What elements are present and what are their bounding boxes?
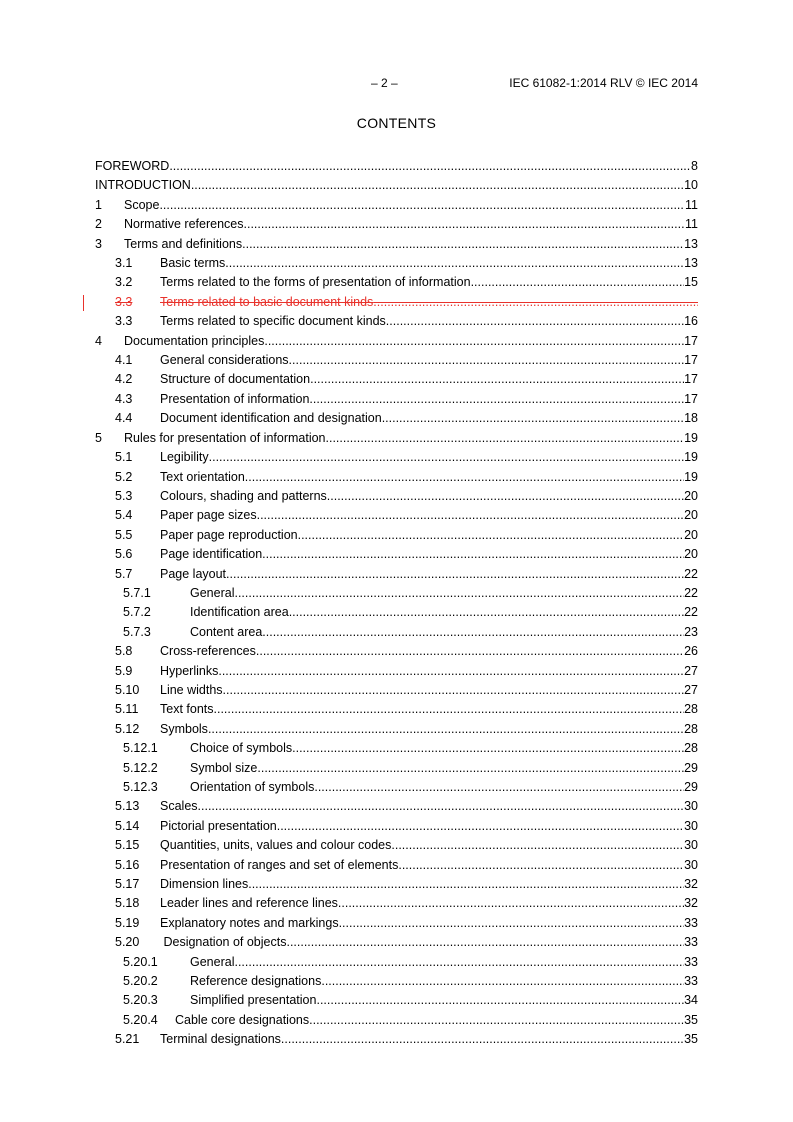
- toc-entry-number: 5.5: [115, 527, 133, 542]
- dot-leader: [309, 390, 684, 409]
- toc-entry[interactable]: [95, 739, 698, 758]
- toc-entry-page: 22: [684, 585, 698, 600]
- toc-entry-label: Line widths: [160, 682, 223, 697]
- toc-entry-page: 13: [684, 256, 698, 271]
- dot-leader: [242, 235, 684, 254]
- toc-entry-number: 3.3: [115, 294, 133, 309]
- toc-entry-number: 4.3: [115, 391, 133, 406]
- toc-entry-label: Page layout: [160, 566, 227, 581]
- dot-leader: [225, 254, 684, 273]
- toc-entry[interactable]: [95, 215, 698, 234]
- dot-leader: [262, 545, 684, 564]
- toc-entry-number: 5.20: [115, 935, 140, 950]
- toc-entry-page: 28: [684, 741, 698, 756]
- dot-leader: [245, 468, 684, 487]
- toc-entry-page: 30: [684, 799, 698, 814]
- toc-entry-label: Dimension lines: [160, 877, 249, 892]
- toc-entry[interactable]: [95, 875, 698, 894]
- toc-entry-label: Quantities, units, values and colour codes: [160, 838, 392, 853]
- toc-entry-label: Paper page reproduction: [160, 527, 298, 542]
- toc-entry-page: 17: [684, 353, 698, 368]
- toc-entry-page: 15: [684, 275, 698, 290]
- toc-entry[interactable]: [95, 351, 698, 370]
- dot-leader: [314, 778, 684, 797]
- toc-entry-label: Text fonts: [160, 702, 214, 717]
- revision-change-bar: [83, 295, 84, 311]
- dot-leader: [226, 565, 684, 584]
- toc-entry[interactable]: [95, 409, 698, 428]
- toc-entry-number: 5.20.4: [123, 1012, 158, 1027]
- toc-entry-page: 30: [684, 838, 698, 853]
- dot-leader: [198, 797, 685, 816]
- toc-entry-page: 35: [684, 1032, 698, 1047]
- toc-entry-label: Leader lines and reference lines: [160, 896, 338, 911]
- toc-entry[interactable]: [95, 157, 698, 176]
- page-title: CONTENTS: [356, 115, 437, 131]
- toc-entry-label: Terms and definitions: [124, 236, 243, 251]
- dot-leader: [398, 856, 684, 875]
- toc-entry-number: 5.7.3: [123, 624, 151, 639]
- toc-entry-label: Terminal designations: [160, 1032, 281, 1047]
- toc-entry-deleted[interactable]: [95, 293, 698, 312]
- toc-entry-label: Cross-references: [160, 644, 256, 659]
- document-reference: IEC 61082-1:2014 RLV © IEC 2014: [509, 76, 698, 90]
- toc-entry-label: INTRODUCTION: [95, 178, 191, 193]
- toc-entry-number: 4.2: [115, 372, 133, 387]
- dot-leader: [310, 370, 684, 389]
- toc-entry-label: Choice of symbols: [190, 741, 293, 756]
- toc-entry-page: 20: [684, 527, 698, 542]
- toc-entry-page: 32: [684, 877, 698, 892]
- toc-entry[interactable]: [95, 720, 698, 739]
- dot-leader: [326, 429, 685, 448]
- toc-entry-number: 5.7: [115, 566, 133, 581]
- toc-entry-page: 30: [684, 857, 698, 872]
- toc-entry-number: 5.20.2: [123, 974, 158, 989]
- toc-entry-number: 5.14: [115, 818, 140, 833]
- toc-entry-page: 27: [684, 663, 698, 678]
- toc-entry-label: Document identification and designation: [160, 411, 382, 426]
- toc-entry-page: 22: [684, 566, 698, 581]
- dot-leader: [471, 273, 685, 292]
- toc-entry[interactable]: [95, 506, 698, 525]
- toc-entry[interactable]: [95, 584, 698, 603]
- toc-entry-number: 5.3: [115, 488, 133, 503]
- dot-leader: [257, 759, 684, 778]
- dot-leader: [289, 351, 685, 370]
- dot-leader: [277, 817, 684, 836]
- toc-entry-page: 11: [685, 217, 698, 232]
- toc-entry-number: 5.10: [115, 682, 140, 697]
- toc-entry[interactable]: [95, 429, 698, 448]
- toc-entry-label: Pictorial presentation: [160, 818, 277, 833]
- toc-entry-label: General considerations: [160, 353, 289, 368]
- toc-entry-number: 5.18: [115, 896, 140, 911]
- toc-entry-number: 5: [95, 430, 102, 445]
- dot-leader: [292, 739, 684, 758]
- toc-entry-number: 5.7.2: [123, 605, 151, 620]
- dot-leader: [208, 720, 684, 739]
- toc-entry-number: 5.1: [115, 450, 133, 465]
- dot-leader: [373, 293, 698, 312]
- toc-entry[interactable]: [95, 312, 698, 331]
- toc-entry-label: Normative references: [124, 217, 244, 232]
- toc-entry-label: Identification area: [190, 605, 289, 620]
- toc-entry-number: 5.7.1: [123, 585, 151, 600]
- toc-entry-page: 19: [684, 469, 698, 484]
- toc-entry[interactable]: [95, 565, 698, 584]
- dot-leader: [327, 487, 684, 506]
- toc-entry-number: 5.12.3: [123, 780, 158, 794]
- toc-entry-number: 5.21: [115, 1032, 140, 1047]
- toc-entry-label: Text orientation: [160, 469, 245, 484]
- toc-entry-number: 5.11: [115, 702, 139, 717]
- toc-entry-label: Terms related to the forms of presentation of information: [160, 275, 471, 290]
- dot-leader: [298, 526, 684, 545]
- toc-entry-number: 5.17: [115, 877, 140, 892]
- toc-entry-page: 20: [684, 508, 698, 523]
- toc-entry-number: 5.19: [115, 915, 140, 930]
- toc-entry[interactable]: [95, 370, 698, 389]
- toc-entry-page: 27: [684, 682, 698, 697]
- toc-entry-number: 4: [95, 333, 102, 348]
- toc-entry[interactable]: [95, 700, 698, 719]
- toc-entry[interactable]: [95, 681, 698, 700]
- toc-entry-label: Scales: [160, 799, 198, 814]
- toc-entry-label: Content area: [190, 624, 263, 639]
- dot-leader: [309, 1011, 684, 1030]
- toc-entry[interactable]: [95, 778, 698, 797]
- toc-entry[interactable]: [95, 914, 698, 933]
- dot-leader: [391, 836, 684, 855]
- toc-entry-number: 1: [95, 197, 102, 212]
- toc-entry-number: 5.13: [115, 799, 140, 814]
- page-header: [95, 76, 698, 92]
- toc-entry-page: 10: [684, 178, 698, 193]
- toc-entry-page: 19: [684, 450, 698, 465]
- toc-entry-label: General: [190, 954, 235, 969]
- toc-entry-page: 29: [684, 780, 698, 794]
- dot-leader: [169, 157, 691, 176]
- toc-entry-page: 11: [685, 197, 698, 212]
- toc-entry[interactable]: [95, 972, 698, 991]
- dot-leader: [248, 875, 684, 894]
- toc-entry-number: 5.6: [115, 547, 133, 562]
- toc-entry-label: Symbols: [160, 721, 208, 736]
- toc-entry-number: 5.20.3: [123, 993, 158, 1008]
- toc-entry[interactable]: [95, 390, 698, 409]
- dot-leader: [264, 332, 684, 351]
- toc-entry-page: 22: [684, 605, 698, 620]
- toc-entry[interactable]: [95, 817, 698, 836]
- toc-entry-label: Terms related to specific document kinds: [160, 314, 386, 329]
- toc-entry-number: 5.15: [115, 838, 140, 853]
- toc-entry-label: Explanatory notes and markings: [160, 915, 339, 930]
- toc-entry-label: Scope: [124, 197, 160, 212]
- toc-entry-label: Paper page sizes: [160, 508, 257, 523]
- toc-entry[interactable]: [95, 1030, 698, 1049]
- toc-entry-number: 3.1: [115, 256, 133, 271]
- dot-leader: [281, 1030, 684, 1049]
- dot-leader: [244, 215, 686, 234]
- toc-entry-label: Documentation principles: [124, 333, 265, 348]
- toc-entry-number: 4.1: [115, 353, 133, 368]
- toc-entry-page: 28: [684, 702, 698, 717]
- dot-leader: [316, 991, 684, 1010]
- toc-entry-label: Presentation of information: [160, 391, 310, 406]
- toc-entry-page: 33: [684, 954, 698, 969]
- toc-entry[interactable]: [95, 196, 698, 215]
- dot-leader: [234, 584, 684, 603]
- toc-entry-label: General: [190, 585, 235, 600]
- toc-entry-page: 26: [684, 644, 698, 659]
- toc-entry-page: 20: [684, 547, 698, 562]
- dot-leader: [386, 312, 684, 331]
- toc-entry-page: 33: [684, 974, 698, 989]
- toc-entry-number: 2: [95, 217, 102, 232]
- toc-entry-page: 29: [684, 760, 698, 775]
- toc-entry-number: 5.12: [115, 721, 140, 736]
- dot-leader: [382, 409, 684, 428]
- toc-entry[interactable]: [95, 797, 698, 816]
- toc-entry-number: 5.20.1: [123, 954, 158, 969]
- dot-leader: [262, 623, 684, 642]
- toc-entry[interactable]: [95, 487, 698, 506]
- toc-entry-label: Hyperlinks: [160, 663, 219, 678]
- toc-entry[interactable]: [95, 448, 698, 467]
- toc-entry[interactable]: [95, 176, 698, 195]
- toc-entry[interactable]: [95, 545, 698, 564]
- toc-entry-number: 4.4: [115, 411, 133, 426]
- toc-entry[interactable]: [95, 603, 698, 622]
- dot-leader: [209, 448, 684, 467]
- dot-leader: [286, 933, 684, 952]
- toc-entry-label: Simplified presentation: [190, 993, 317, 1008]
- toc-entry[interactable]: [95, 836, 698, 855]
- toc-entry[interactable]: [95, 623, 698, 642]
- dot-leader: [214, 700, 685, 719]
- toc-entry-label: Symbol size: [190, 760, 258, 775]
- toc-entry[interactable]: [95, 332, 698, 351]
- toc-entry-label: Presentation of ranges and set of elements: [160, 857, 399, 872]
- toc-entry-number: 5.16: [115, 857, 140, 872]
- toc-entry[interactable]: [95, 894, 698, 913]
- toc-entry[interactable]: [95, 273, 698, 292]
- toc-entry-number: 3.2: [115, 275, 133, 290]
- toc-entry-page: 32: [684, 896, 698, 911]
- toc-entry[interactable]: [95, 933, 698, 952]
- dot-leader: [159, 196, 685, 215]
- dot-leader: [223, 681, 685, 700]
- toc-entry-page: 33: [684, 915, 698, 930]
- toc-entry-page: 19: [684, 430, 698, 445]
- toc-entry-label: Structure of documentation: [160, 372, 311, 387]
- toc-entry[interactable]: [95, 1011, 698, 1030]
- toc-entry-label: Legibility: [160, 450, 209, 465]
- table-of-contents: [95, 157, 698, 1050]
- toc-entry[interactable]: [95, 254, 698, 273]
- toc-entry-page: 35: [684, 1012, 698, 1027]
- toc-entry-label: Colours, shading and patterns: [160, 488, 327, 503]
- toc-entry-number: 3.3: [115, 314, 133, 329]
- toc-entry-page: 17: [684, 372, 698, 387]
- toc-entry-label: Terms related to basic document kinds: [160, 294, 374, 309]
- toc-entry-label: Designation of objects: [160, 935, 287, 950]
- toc-entry-page: 8: [691, 159, 698, 173]
- toc-entry-page: 28: [684, 721, 698, 736]
- toc-entry-page: 23: [684, 624, 698, 639]
- toc-entry-number: 5.4: [115, 508, 133, 523]
- toc-entry-label: Orientation of symbols: [190, 780, 315, 794]
- toc-entry[interactable]: [95, 642, 698, 661]
- toc-entry-number: 5.12.1: [123, 741, 158, 756]
- toc-entry[interactable]: [95, 235, 698, 254]
- toc-entry-page: 13: [684, 236, 698, 251]
- dot-leader: [321, 972, 684, 991]
- toc-entry[interactable]: [95, 526, 698, 545]
- toc-entry-number: 5.8: [115, 644, 133, 659]
- dot-leader: [191, 176, 684, 195]
- page-number: – 2 –: [371, 76, 398, 90]
- toc-entry-number: 5.9: [115, 663, 133, 678]
- toc-entry-number: 5.12.2: [123, 760, 158, 775]
- dot-leader: [256, 642, 684, 661]
- toc-entry-page: 16: [684, 314, 698, 329]
- toc-entry-number: 5.2: [115, 469, 133, 484]
- toc-entry[interactable]: [95, 856, 698, 875]
- toc-entry-page: 17: [684, 333, 698, 348]
- toc-entry[interactable]: [95, 759, 698, 778]
- toc-entry-label: Rules for presentation of information: [124, 430, 326, 445]
- toc-entry-page: 34: [684, 993, 698, 1008]
- toc-entry[interactable]: [95, 991, 698, 1010]
- toc-entry-number: 3: [95, 236, 102, 251]
- dot-leader: [289, 603, 684, 622]
- toc-entry-page: 20: [684, 488, 698, 503]
- toc-entry-label: Page identification: [160, 547, 263, 562]
- toc-entry-label: Cable core designations: [175, 1012, 310, 1027]
- toc-entry-page: 30: [684, 818, 698, 833]
- toc-entry-label: FOREWORD: [95, 159, 170, 173]
- dot-leader: [339, 914, 685, 933]
- dot-leader: [234, 953, 684, 972]
- dot-leader: [218, 662, 684, 681]
- toc-entry[interactable]: [95, 468, 698, 487]
- toc-entry-label: Reference designations: [190, 974, 322, 989]
- toc-entry-page: 33: [684, 935, 698, 950]
- dot-leader: [257, 506, 685, 525]
- toc-entry-label: Basic terms: [160, 256, 226, 271]
- toc-entry-page: 17: [684, 391, 698, 406]
- toc-entry[interactable]: [95, 953, 698, 972]
- dot-leader: [338, 894, 684, 913]
- toc-entry[interactable]: [95, 662, 698, 681]
- toc-entry-page: 18: [684, 411, 698, 426]
